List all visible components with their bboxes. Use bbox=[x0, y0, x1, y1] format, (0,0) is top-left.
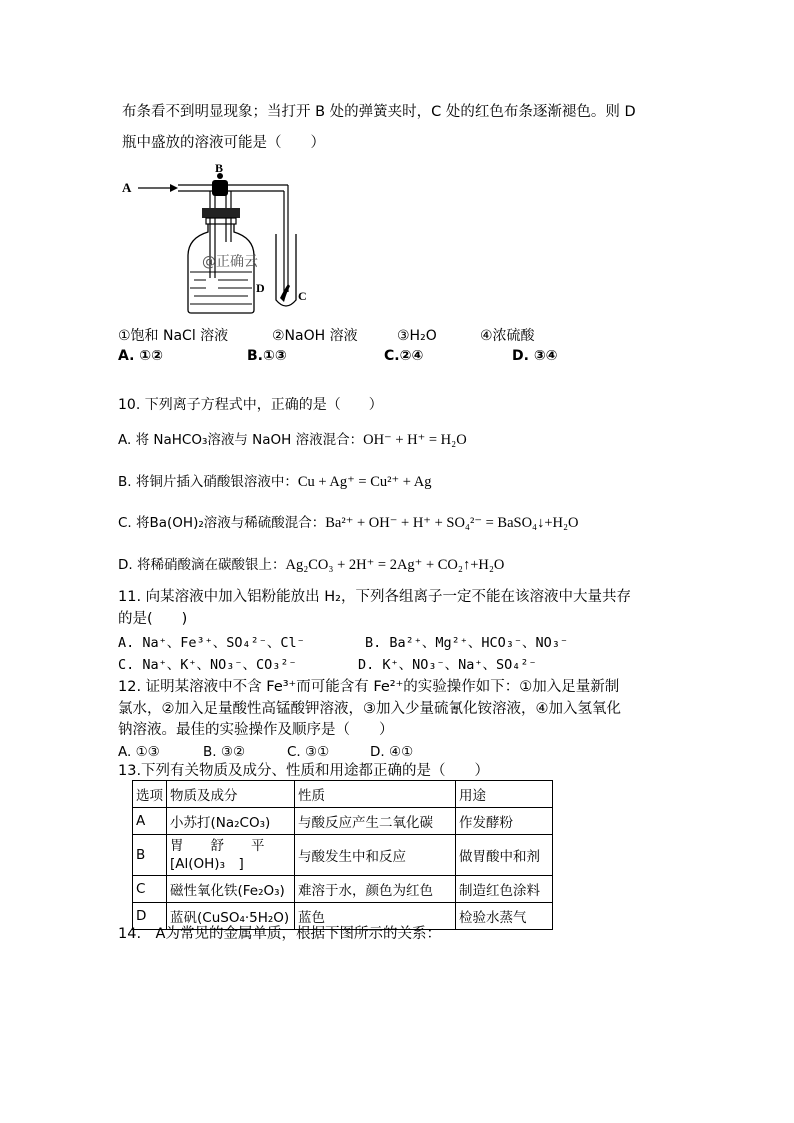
cell: 做胃酸中和剂 bbox=[456, 835, 553, 876]
label-d: D bbox=[256, 281, 265, 295]
q12-option-d: D. ④① bbox=[370, 744, 414, 760]
header-property: 性质 bbox=[295, 781, 456, 808]
q10-option-a bbox=[118, 430, 467, 450]
apparatus-figure bbox=[118, 160, 318, 320]
q10-option-b bbox=[118, 472, 431, 492]
q9-choice-2: ②NaOH 溶液 bbox=[272, 328, 358, 344]
q12-option-a: A. ①③ bbox=[118, 744, 160, 760]
header-use: 用途 bbox=[456, 781, 553, 808]
q13-stem: 13.下列有关物质及成分、性质和用途都正确的是（ ） bbox=[118, 763, 490, 779]
header-option: 选项 bbox=[133, 781, 167, 808]
cell: 作发酵粉 bbox=[456, 808, 553, 835]
q11-stem-2: 的是( ) bbox=[118, 611, 188, 627]
q11-option-c: C. Na⁺、K⁺、NO₃⁻、CO₃²⁻ bbox=[118, 657, 297, 673]
label-b: B bbox=[215, 161, 224, 175]
label-c: C bbox=[298, 289, 307, 303]
cell: 与酸反应产生二氧化碳 bbox=[295, 808, 456, 835]
q10-option-d bbox=[118, 555, 504, 575]
table-row bbox=[133, 808, 553, 835]
q10-stem: 10. 下列离子方程式中，正确的是（ ） bbox=[118, 397, 383, 413]
cell: 蓝色 bbox=[295, 903, 456, 930]
q10-a-prefix: A. 将 NaHCO₃溶液与 NaOH 溶液混合： bbox=[118, 432, 364, 448]
q14-stem: 14. A为常见的金属单质，根据下图所示的关系： bbox=[118, 926, 441, 942]
table-row bbox=[133, 876, 553, 903]
q10-c-prefix: C. 将Ba(OH)₂溶液与稀硫酸混合： bbox=[118, 515, 326, 531]
table-row bbox=[133, 835, 553, 876]
cell: 磁性氧化铁(Fe₂O₃) bbox=[167, 876, 295, 903]
cell: 难溶于水，颜色为红色 bbox=[295, 876, 456, 903]
q12-line-2: 氯水，②加入足量酸性高锰酸钾溶液，③加入少量硫氰化铵溶液，④加入氢氧化 bbox=[118, 701, 621, 717]
cell: C bbox=[133, 876, 167, 903]
q11-option-b: B. Ba²⁺、Mg²⁺、HCO₃⁻、NO₃⁻ bbox=[365, 635, 569, 651]
q11-option-d: D. K⁺、NO₃⁻、Na⁺、SO₄²⁻ bbox=[358, 657, 537, 673]
q11-stem-1: 11. 向某溶液中加入铝粉能放出 H₂，下列各组离子一定不能在该溶液中大量共存 bbox=[118, 589, 631, 605]
q9-option-c: C.②④ bbox=[384, 348, 424, 364]
label-a: A bbox=[122, 180, 132, 195]
q9-choice-4: ④浓硫酸 bbox=[480, 328, 535, 344]
q9-option-b: B.①③ bbox=[247, 348, 287, 364]
header-substance: 物质及成分 bbox=[167, 781, 295, 808]
cell: 蓝矾(CuSO₄·5H₂O) bbox=[167, 903, 295, 930]
cell: 制造红色涂料 bbox=[456, 876, 553, 903]
intro-line-1: 布条看不到明显现象；当打开 B 处的弹簧夹时，C 处的红色布条逐渐褪色。则 D bbox=[122, 104, 636, 120]
q9-choice-1: ①饱和 NaCl 溶液 bbox=[118, 328, 229, 344]
q10-b-prefix: B. 将铜片插入硝酸银溶液中： bbox=[118, 474, 298, 490]
watermark: @正确云 bbox=[202, 254, 258, 270]
q12-line-3: 钠溶液。最佳的实验操作及顺序是（ ） bbox=[118, 722, 394, 738]
bottle-stopper bbox=[202, 208, 240, 218]
red-cloth-strip bbox=[280, 284, 290, 302]
cell: 与酸发生中和反应 bbox=[295, 835, 456, 876]
q9-choice-3: ③H₂O bbox=[397, 328, 437, 344]
cell: D bbox=[133, 903, 167, 930]
q10-d-equation: Ag₂CO₃ + 2H⁺ = 2Ag⁺ + CO₂↑+H₂O bbox=[285, 557, 505, 573]
q9-option-a: A. ①② bbox=[118, 348, 163, 364]
q10-d-prefix: D. 将稀硝酸滴在碳酸银上： bbox=[118, 557, 286, 573]
bottle-liquid bbox=[190, 272, 252, 304]
cell: 胃 舒 平 [Al(OH)₃ ] bbox=[167, 835, 295, 876]
table-header-row bbox=[133, 781, 553, 808]
q13-table bbox=[132, 780, 553, 930]
q12-option-c: C. ③① bbox=[287, 744, 330, 760]
q10-b-equation: Cu + Ag⁺ = Cu²⁺ + Ag bbox=[297, 474, 432, 490]
q12-option-b: B. ③② bbox=[203, 744, 246, 760]
q9-option-d: D. ③④ bbox=[512, 348, 558, 364]
cell: 小苏打(Na₂CO₃) bbox=[167, 808, 295, 835]
cell: B bbox=[133, 835, 167, 876]
inlet-arrow-head bbox=[170, 184, 178, 192]
cell: A bbox=[133, 808, 167, 835]
q10-c-equation: Ba²⁺ + OH⁻ + H⁺ + SO₄²⁻ = BaSO₄↓+H₂O bbox=[325, 515, 579, 531]
q11-option-a: A. Na⁺、Fe³⁺、SO₄²⁻、Cl⁻ bbox=[118, 635, 305, 651]
q10-a-equation: OH⁻ + H⁺ = H₂O bbox=[363, 432, 467, 448]
intro-line-2: 瓶中盛放的溶液可能是（ ） bbox=[122, 135, 325, 151]
q12-line-1: 12. 证明某溶液中不含 Fe³⁺而可能含有 Fe²⁺的实验操作如下：①加入足量新制 bbox=[118, 679, 620, 695]
q10-option-c bbox=[118, 513, 579, 533]
cell: 检验水蒸气 bbox=[456, 903, 553, 930]
